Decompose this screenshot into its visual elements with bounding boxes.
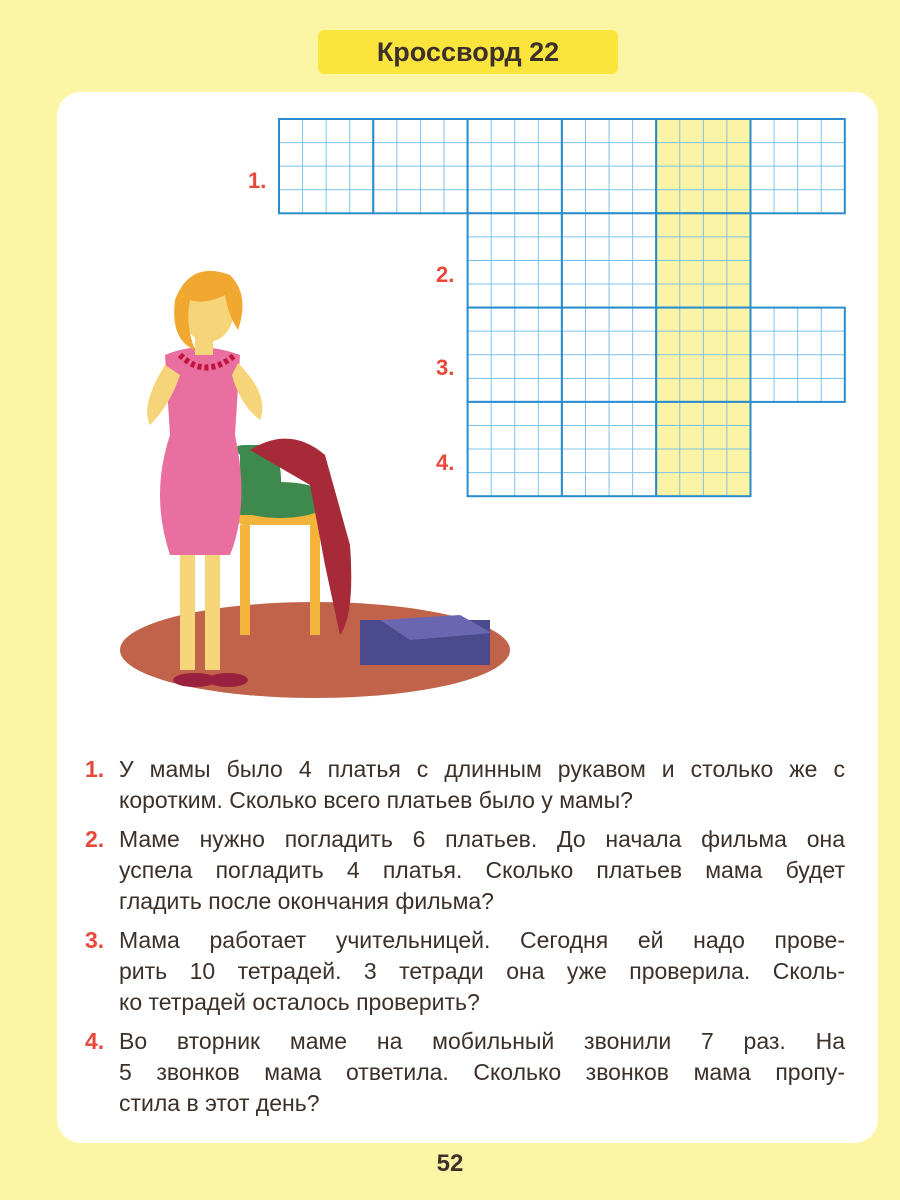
row-number-3: 3.: [436, 355, 455, 380]
clue-item: [85, 1026, 845, 1119]
crossword-cell-r1-c4[interactable]: [562, 119, 656, 213]
row-number-4: 4.: [436, 450, 455, 475]
crossword-cell-r1-c1[interactable]: [279, 119, 373, 213]
clue-line: коротким. Сколько всего платьев было у мамы?: [119, 787, 633, 813]
crossword-cell-r4-c5[interactable]: [656, 402, 750, 496]
clue-line: Маме нужно погладить 6 платьев. До начала фильма она: [119, 826, 845, 852]
clue-line: Во вторник маме на мобильный звонили 7 раз. На: [119, 1028, 845, 1054]
clue-line: Мама работает учительницей. Сегодня ей надо прове-: [119, 927, 845, 953]
page-number: 52: [436, 1150, 464, 1177]
mother-illustration: [110, 255, 510, 705]
clue-line: У мамы было 4 платья с длинным рукавом и столько же с: [119, 756, 845, 782]
crossword-cell-r1-c5[interactable]: [656, 119, 750, 213]
clue-number: 4.: [85, 1028, 105, 1054]
clue-number: 3.: [85, 927, 105, 953]
row-number-2: 2.: [436, 262, 455, 287]
crossword-cell-r2-c5[interactable]: [656, 213, 750, 307]
page-title: Кроссворд 22: [318, 30, 618, 74]
clue-item: [85, 754, 845, 816]
clue-line: рить 10 тетрадей. 3 тетради она уже проверила. Сколь-: [119, 958, 845, 984]
clue-item: [85, 925, 845, 1018]
clue-text: [119, 754, 845, 816]
clue-line: успела погладить 4 платья. Сколько платьев мама будет: [119, 857, 845, 883]
crossword-cell-r3-c5[interactable]: [656, 308, 750, 402]
clue-text: [119, 1026, 845, 1119]
clue-line: стила в этот день?: [119, 1090, 320, 1116]
crossword-cell-r1-c6[interactable]: [751, 119, 845, 213]
crossword-cell-r1-c3[interactable]: [468, 119, 562, 213]
crossword-cell-r3-c4[interactable]: [562, 308, 656, 402]
clue-text: [119, 824, 845, 917]
clue-number: 2.: [85, 826, 105, 852]
clue-item: [85, 824, 845, 917]
clue-number: 1.: [85, 756, 105, 782]
clue-line: 5 звонков мама ответила. Сколько звонков мама пропу-: [119, 1059, 845, 1085]
row-number-1: 1.: [248, 168, 267, 193]
crossword-cell-r3-c6[interactable]: [751, 308, 845, 402]
crossword-cell-r2-c4[interactable]: [562, 213, 656, 307]
clue-line: ко тетрадей осталось проверить?: [119, 989, 480, 1015]
crossword-cell-r4-c4[interactable]: [562, 402, 656, 496]
crossword-cell-r1-c2[interactable]: [373, 119, 467, 213]
clue-text: [119, 925, 845, 1018]
clue-list: [85, 754, 845, 1127]
clue-line: гладить после окончания фильма?: [119, 888, 494, 914]
